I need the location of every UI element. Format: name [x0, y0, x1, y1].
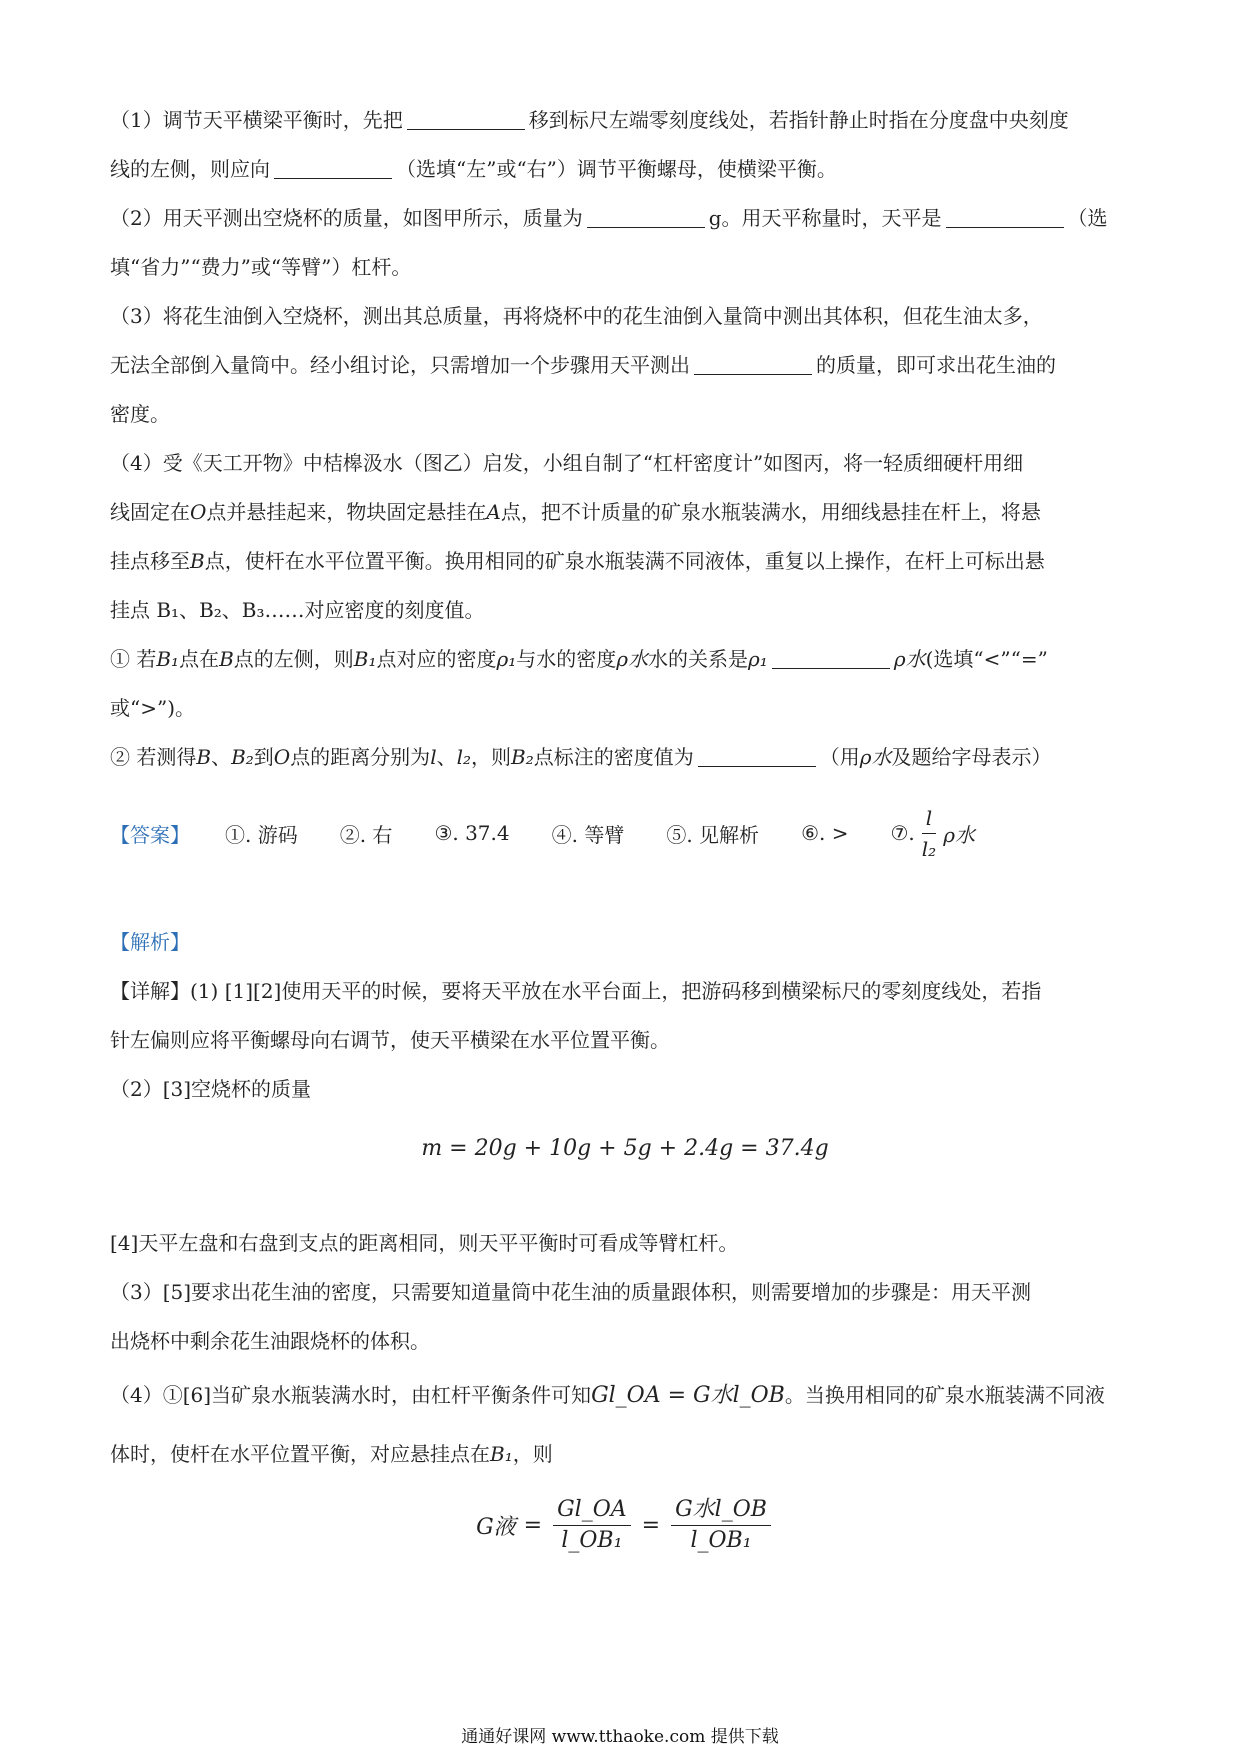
text: 点的距离分别为 — [290, 745, 431, 769]
text: 点在 — [179, 647, 220, 671]
analysis-tag: 【解析】 — [110, 930, 190, 954]
answer-item: ③. 37.4 — [434, 821, 510, 845]
text: 挂点 B₁、B₂、B₃……对应密度的刻度值。 — [110, 598, 485, 622]
question-4 — [110, 439, 1140, 635]
rho-water: ρ水 — [616, 647, 649, 671]
point-b2: B₂ — [511, 745, 534, 769]
rho-water: ρ水 — [859, 745, 892, 769]
fraction-denominator: l₂ — [921, 836, 937, 861]
formula-fraction — [671, 1497, 771, 1554]
mass-formula: m = 20g + 10g + 5g + 2.4g = 37.4g — [421, 1136, 829, 1161]
detail-4 — [110, 1268, 1140, 1366]
fraction-numerator: Gl_OA — [553, 1497, 631, 1526]
lever-equation: Gl_OA = G水l_OB — [591, 1383, 785, 1408]
text: 到 — [253, 745, 274, 769]
answer-blank[interactable] — [946, 205, 1064, 228]
text: 填“省力”“费力”或“等臂”）杠杆。 — [110, 255, 412, 279]
fraction-denominator: l_OB₁ — [690, 1528, 752, 1553]
fraction-denominator: l_OB₁ — [561, 1528, 623, 1553]
answer-fraction — [918, 805, 940, 862]
question-1 — [110, 96, 1140, 194]
text: （1）调节天平横梁平衡时，先把 — [110, 108, 403, 132]
text: 点，把不计质量的矿泉水瓶装满水，用细线悬挂在杆上，将悬 — [500, 500, 1041, 524]
text: g。用天平称量时，天平是 — [708, 206, 942, 230]
point-o: O — [273, 745, 291, 769]
text: 点标注的密度值为 — [533, 745, 694, 769]
detail-tag: 【详解】 — [110, 979, 190, 1003]
detail-3: [4]天平左盘和右盘到支点的距离相同，则天平平衡时可看成等臂杠杆。 — [110, 1231, 739, 1255]
answer-item: ⑤. 见解析 — [666, 822, 760, 847]
text: （2）用天平测出空烧杯的质量，如图甲所示，质量为 — [110, 206, 583, 230]
answer-blank[interactable] — [407, 107, 525, 130]
text: 针左偏则应将平衡螺母向右调节，使天平横梁在水平位置平衡。 — [110, 1028, 670, 1052]
detail-2: （2）[3]空烧杯的质量 — [110, 1077, 312, 1101]
text: ，则 — [471, 745, 512, 769]
text: （用 — [819, 745, 860, 769]
text: 体时，使杆在水平位置平衡，对应悬挂点在 — [110, 1442, 490, 1466]
detail-5 — [110, 1366, 1140, 1483]
text: 点的左侧，则 — [233, 647, 354, 671]
point-b1: B₁ — [490, 1442, 513, 1466]
formula-fraction — [553, 1497, 631, 1554]
text: （选 — [1067, 206, 1108, 230]
text: 、 — [211, 745, 232, 769]
point-b: B — [219, 647, 234, 671]
detail-1 — [110, 967, 1140, 1065]
answer-blank[interactable] — [698, 744, 816, 767]
text: 挂点移至 — [110, 549, 190, 573]
text: （3）将花生油倒入空烧杯，测出其总质量，再将烧杯中的花生油倒入量筒中测出其体积，但花生油太多， — [110, 304, 1043, 328]
point-o: O — [190, 500, 207, 524]
text: 或“>”)。 — [110, 696, 196, 720]
question-2 — [110, 194, 1140, 292]
text: 与水的密度 — [516, 647, 617, 671]
rho1: ρ₁ — [748, 647, 768, 671]
point-b: B — [190, 549, 205, 573]
text: （选填“左”或“右”）调节平衡螺母，使横梁平衡。 — [396, 157, 837, 181]
text: （4）受《天工开物》中桔槔汲水（图乙）启发，小组自制了“杠杆密度计”如图丙，将一轻质细硬杆用细 — [110, 451, 1024, 475]
text: 移到标尺左端零刻度线处，若指针静止时指在分度盘中央刻度 — [528, 108, 1069, 132]
text: (选填“<”“=” — [925, 647, 1048, 671]
text: 出烧杯中剩余花生油跟烧杯的体积。 — [110, 1329, 430, 1353]
text: 点对应的密度 — [376, 647, 497, 671]
rho-water: ρ水 — [943, 822, 975, 847]
rho-water: ρ水 — [893, 647, 926, 671]
answer-item: ①. 游码 — [225, 822, 298, 847]
text: 线固定在 — [110, 500, 190, 524]
liquid-weight-formula: G液 = $\frac{Gl\_OA}{\text{l\_OB₁}}$ = $\frac{\text{G水l\_OB}}{\text{l\_OB₁}}$ — [110, 1497, 1140, 1554]
point-b1: B₁ — [156, 647, 180, 671]
answer-tag: 【答案】 — [110, 822, 190, 847]
text: ，则 — [512, 1442, 553, 1466]
formula-lhs: G液 — [476, 1515, 516, 1540]
answer-item: ②. 右 — [339, 822, 393, 847]
answer-item: ⑥. > — [801, 821, 849, 845]
point-b1: B₁ — [353, 647, 377, 671]
text: 点，使杆在水平位置平衡。换用相同的矿泉水瓶装满不同液体，重复以上操作，在杆上可标出悬 — [204, 549, 1045, 573]
text: 无法全部倒入量筒中。经小组讨论，只需增加一个步骤用天平测出 — [110, 353, 690, 377]
fraction-numerator: l — [922, 805, 936, 834]
length-l: l — [430, 745, 437, 769]
text: 的质量，即可求出花生油的 — [816, 353, 1056, 377]
text: 、 — [436, 745, 457, 769]
answer-blank[interactable] — [274, 156, 392, 179]
answer-blank[interactable] — [772, 646, 890, 669]
length-l2: l₂ — [456, 745, 472, 769]
sub-question-2 — [110, 733, 1140, 782]
page-footer: 通通好课网 www.tthaoke.com 提供下载 — [461, 1727, 779, 1747]
text: 线的左侧，则应向 — [110, 157, 270, 181]
text: ② 若测得 — [110, 745, 197, 769]
text: 点并悬挂起来，物块固定悬挂在 — [206, 500, 487, 524]
answer-section — [110, 788, 1140, 878]
answer-item: ⑦. — [890, 821, 915, 845]
text: （4）①[6]当矿泉水瓶装满水时，由杠杆平衡条件可知 — [110, 1383, 592, 1407]
text: 及题给字母表示） — [891, 745, 1052, 769]
text: 水的关系是 — [648, 647, 749, 671]
rho1: ρ₁ — [496, 647, 517, 671]
answer-blank[interactable] — [694, 352, 812, 375]
text: (1) [1][2]使用天平的时候，要将天平放在水平台面上，把游码移到横梁标尺的零刻度线处，若指 — [190, 979, 1042, 1003]
question-3 — [110, 292, 1140, 439]
point-a: A — [486, 500, 501, 524]
text: 密度。 — [110, 402, 170, 426]
sub-question-1 — [110, 635, 1140, 733]
text: （3）[5]要求出花生油的密度，只需要知道量筒中花生油的质量跟体积，则需要增加的步骤是：用天平测 — [110, 1280, 1032, 1304]
point-b2: B₂ — [231, 745, 254, 769]
text: 。当换用相同的矿泉水瓶装满不同液 — [784, 1383, 1105, 1407]
text: ① 若 — [110, 647, 157, 671]
document-page — [110, 96, 1140, 1554]
answer-blank[interactable] — [587, 205, 705, 228]
fraction-numerator: G水l_OB — [671, 1497, 771, 1526]
point-b: B — [196, 745, 212, 769]
answer-item: ④. 等臂 — [551, 822, 625, 847]
